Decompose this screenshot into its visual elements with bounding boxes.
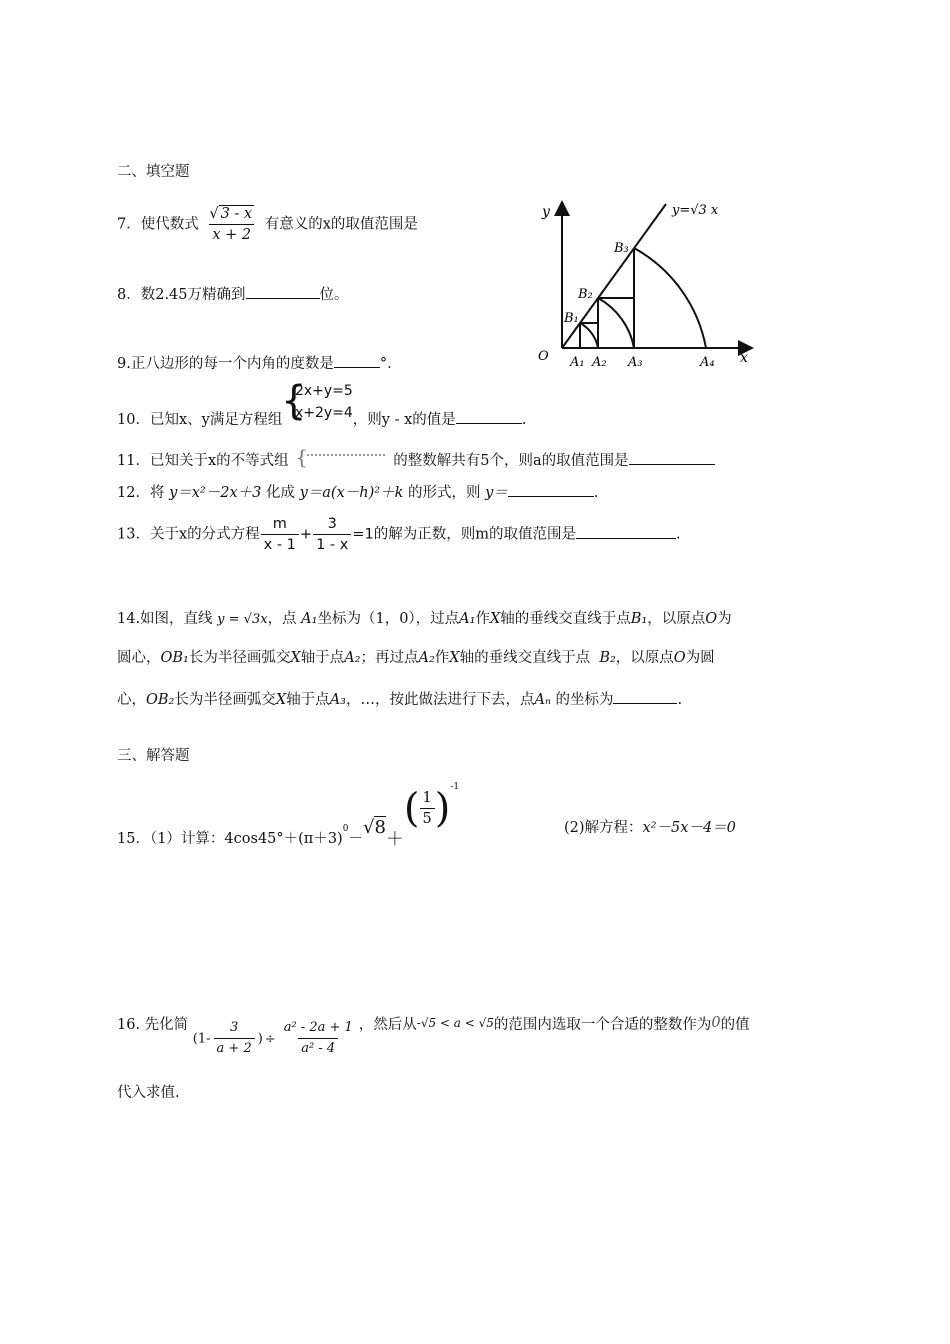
q11-inequality-system: { [293, 453, 393, 469]
q13-plus: + [299, 526, 313, 543]
q12-expression-2: y＝a(x－h)²＋k [299, 485, 404, 501]
q12-end: . [593, 485, 599, 501]
q16-fraction-1 [214, 1018, 255, 1059]
q14-text: 轴的垂线交直线于点 [459, 650, 591, 666]
q14-text: 圆心， [117, 650, 161, 666]
q16-expression [193, 1018, 359, 1059]
question-16 [117, 1000, 750, 1056]
q15-sqrt8: √8 [362, 816, 386, 838]
q16-divide: ÷ [264, 1031, 276, 1047]
q14-point-a1: A₁ [301, 611, 318, 627]
q14-line-expression: y = √3x [217, 612, 268, 627]
q15-fraction [420, 788, 435, 829]
question-16-line-2: 代入求值. [117, 1085, 180, 1101]
q16-prefix: 16. 先化简 [117, 1016, 189, 1033]
q7-prefix: 7．使代数式 [117, 216, 199, 233]
q15-fraction-power: ( $\frac{1}{5}$ )$^{-1}$ [403, 781, 460, 832]
q12-mid: 化成 [265, 485, 295, 501]
geometry-figure [528, 196, 758, 374]
q14-x-axis: X [449, 650, 460, 666]
q13-fraction-2-denominator: 1 - x [313, 534, 351, 555]
q10-end: . [521, 412, 527, 428]
figure-a4-label: A₄ [700, 355, 715, 370]
q10-equation-1: 2x+y=5 [294, 383, 353, 399]
q10-equation-2: x+2y=4 [294, 405, 353, 421]
q10-suffix: ，则y - x的值是 [352, 412, 456, 428]
q16-fraction-2 [281, 1018, 356, 1059]
question-15 [117, 781, 460, 850]
figure-a1-label: A₁ [570, 355, 585, 370]
q12-y: y＝ [485, 485, 508, 501]
q16-fraction-2-denominator: a² - 4 [298, 1038, 338, 1059]
figure-x-label: x [740, 350, 748, 366]
q14-point-a1: A₁ [459, 611, 476, 627]
q16-fraction-1-numerator: 3 [229, 1020, 239, 1035]
q14-text: 14.如图，直线 [117, 611, 213, 627]
question-9 [117, 352, 402, 374]
q14-point-a2: A₂ [344, 650, 361, 666]
q10-system [280, 378, 353, 424]
q14-point-an: Aₙ [534, 692, 551, 708]
q7-fraction: $\frac{√ 3 - x}{x + 2}$ [209, 206, 253, 243]
arc-3 [634, 248, 706, 348]
q14-x-axis: X [290, 650, 301, 666]
q15-sqrt8-radicand: 8 [374, 816, 386, 838]
question-13 [117, 514, 681, 555]
question-12 [117, 481, 598, 503]
q10-answer-blank[interactable] [456, 408, 522, 424]
figure-y-label: y [542, 204, 550, 220]
q14-text: ；再过点 [360, 650, 419, 666]
q14-text: 心， [117, 692, 146, 708]
q14-point-a2: A₂ [418, 650, 435, 666]
q7-suffix: 有意义的x的取值范围是 [264, 216, 418, 233]
question-8 [117, 283, 349, 305]
section-title-fill-in: 二、填空题 [117, 164, 190, 180]
q15-part2-label: (2)解方程： [564, 820, 643, 836]
figure-a3-label: A₃ [628, 355, 643, 370]
q14-text: 的坐标为 [555, 692, 614, 708]
question-14-line-3 [117, 688, 682, 710]
q13-fraction-2 [313, 514, 351, 555]
q14-text: 为圆 [685, 650, 715, 666]
q16-fraction-1-denominator: a + 2 [214, 1038, 255, 1059]
q13-equals: =1 [352, 526, 374, 543]
q14-origin: O [705, 611, 718, 627]
question-11 [117, 445, 715, 471]
q9-prefix: 9.正八边形的每一个内角的度数是 [117, 356, 334, 372]
q14-text: 为 [717, 611, 732, 627]
q11-answer-blank[interactable] [629, 449, 715, 465]
figure-origin-label: O [538, 349, 549, 364]
q14-text: 轴于点 [286, 692, 330, 708]
q14-point-b2: B₂ [599, 650, 616, 666]
q13-end: . [675, 526, 681, 543]
q13-answer-blank[interactable] [576, 523, 676, 539]
q8-answer-blank[interactable] [246, 283, 320, 299]
q15-minus: － [348, 830, 363, 847]
q14-text: 作 [434, 650, 450, 666]
q7-denominator: x + 2 [209, 224, 254, 245]
q10-prefix: 10．已知x、y满足方程组 [117, 412, 283, 428]
q14-x-axis: X [275, 692, 287, 708]
q15-prefix: 15．（1）计算：4cos45°＋(π＋3) [117, 830, 343, 847]
q16-zero: 0 [711, 1014, 721, 1031]
q16-fraction-2-numerator: a² - 2a + 1 [283, 1020, 353, 1035]
q15-exponent: -1 [450, 781, 460, 792]
q16-suffix: 的范围内选取一个合适的整数作为 [493, 1016, 712, 1033]
q14-point-b1: B₁ [630, 611, 648, 627]
q12-suffix: 的形式，则 [407, 485, 481, 501]
q16-range: -√5 < a < √5 [416, 1015, 494, 1030]
q14-point-a3: A₃ [329, 692, 346, 708]
q14-text: 坐标为（1，0），过点 [317, 611, 460, 627]
q14-answer-blank[interactable] [613, 688, 677, 704]
figure-line-label: y=√3 x [672, 203, 719, 218]
q14-text: ，以原点 [647, 611, 706, 627]
q14-text: 轴于点 [300, 650, 345, 666]
q14-text: 作 [475, 611, 490, 627]
q13-fraction-1-denominator: x - 1 [261, 534, 299, 555]
q12-prefix: 12．将 [117, 485, 165, 501]
q14-end: . [677, 692, 683, 708]
q8-suffix: 位。 [319, 287, 349, 303]
q14-x-axis: X [489, 611, 501, 627]
question-10 [117, 378, 527, 428]
q16-tail: 的值 [720, 1016, 750, 1033]
q15-fraction-denominator: 5 [420, 808, 435, 829]
q10-brace: { [280, 378, 307, 424]
q15-plus: ＋ [385, 828, 404, 850]
q14-text: ，…，按此做法进行下去，点 [345, 692, 535, 708]
figure-b1-label: B₁ [564, 311, 579, 326]
q14-text: 轴的垂线交直线于点 [500, 611, 631, 627]
q14-text: ，点 [267, 611, 297, 627]
arc-1 [580, 323, 598, 348]
figure-b2-label: B₂ [578, 287, 593, 302]
q13-fraction-1-numerator: m [272, 516, 287, 532]
q12-answer-blank[interactable] [508, 481, 594, 497]
q11-prefix: 11．已知关于x的不等式组 [117, 453, 289, 469]
q7-numerator: 3 - x [220, 206, 253, 222]
q13-suffix: 的解为正数，则m的取值范围是 [373, 526, 576, 543]
question-15-part-2 [564, 818, 736, 838]
question-14-line-2 [117, 648, 715, 668]
figure-a2-label: A₂ [592, 355, 607, 370]
q9-suffix: °． [379, 356, 402, 372]
q11-suffix: 的整数解共有5个，则a的取值范围是 [393, 453, 629, 469]
q14-origin: O [673, 650, 686, 666]
figure-b3-label: B₃ [614, 241, 629, 256]
q13-fraction-2-numerator: 3 [327, 516, 337, 532]
q13-fraction-1 [261, 514, 299, 555]
q8-prefix: 8．数2.45万精确到 [117, 287, 246, 303]
q16-mid: ，然后从 [358, 1016, 417, 1033]
arc-2 [598, 298, 634, 348]
q14-segment-ob1: OB₁ [160, 650, 189, 666]
question-14-line-1 [117, 609, 732, 630]
q15-exponent-zero: 0 [342, 823, 349, 834]
q14-text: 长为半径画弧交 [188, 650, 291, 666]
q13-prefix: 13．关于x的分式方程 [117, 526, 260, 543]
q9-answer-blank[interactable] [334, 352, 380, 368]
line-y-sqrt3x [562, 204, 666, 348]
q16-close-paren: ) [257, 1031, 263, 1047]
q16-open-paren: (1- [192, 1031, 211, 1047]
q15-fraction-numerator: 1 [422, 790, 432, 806]
q14-text: 长为半径画弧交 [174, 692, 276, 708]
question-7 [117, 204, 418, 245]
q15-equation: x²－5x－4＝0 [642, 820, 736, 836]
q14-text: ，以原点 [615, 650, 674, 666]
section-title-solve: 三、解答题 [117, 748, 190, 764]
q12-expression-1: y＝x²－2x＋3 [169, 485, 262, 501]
q14-segment-ob2: OB₂ [146, 692, 175, 708]
